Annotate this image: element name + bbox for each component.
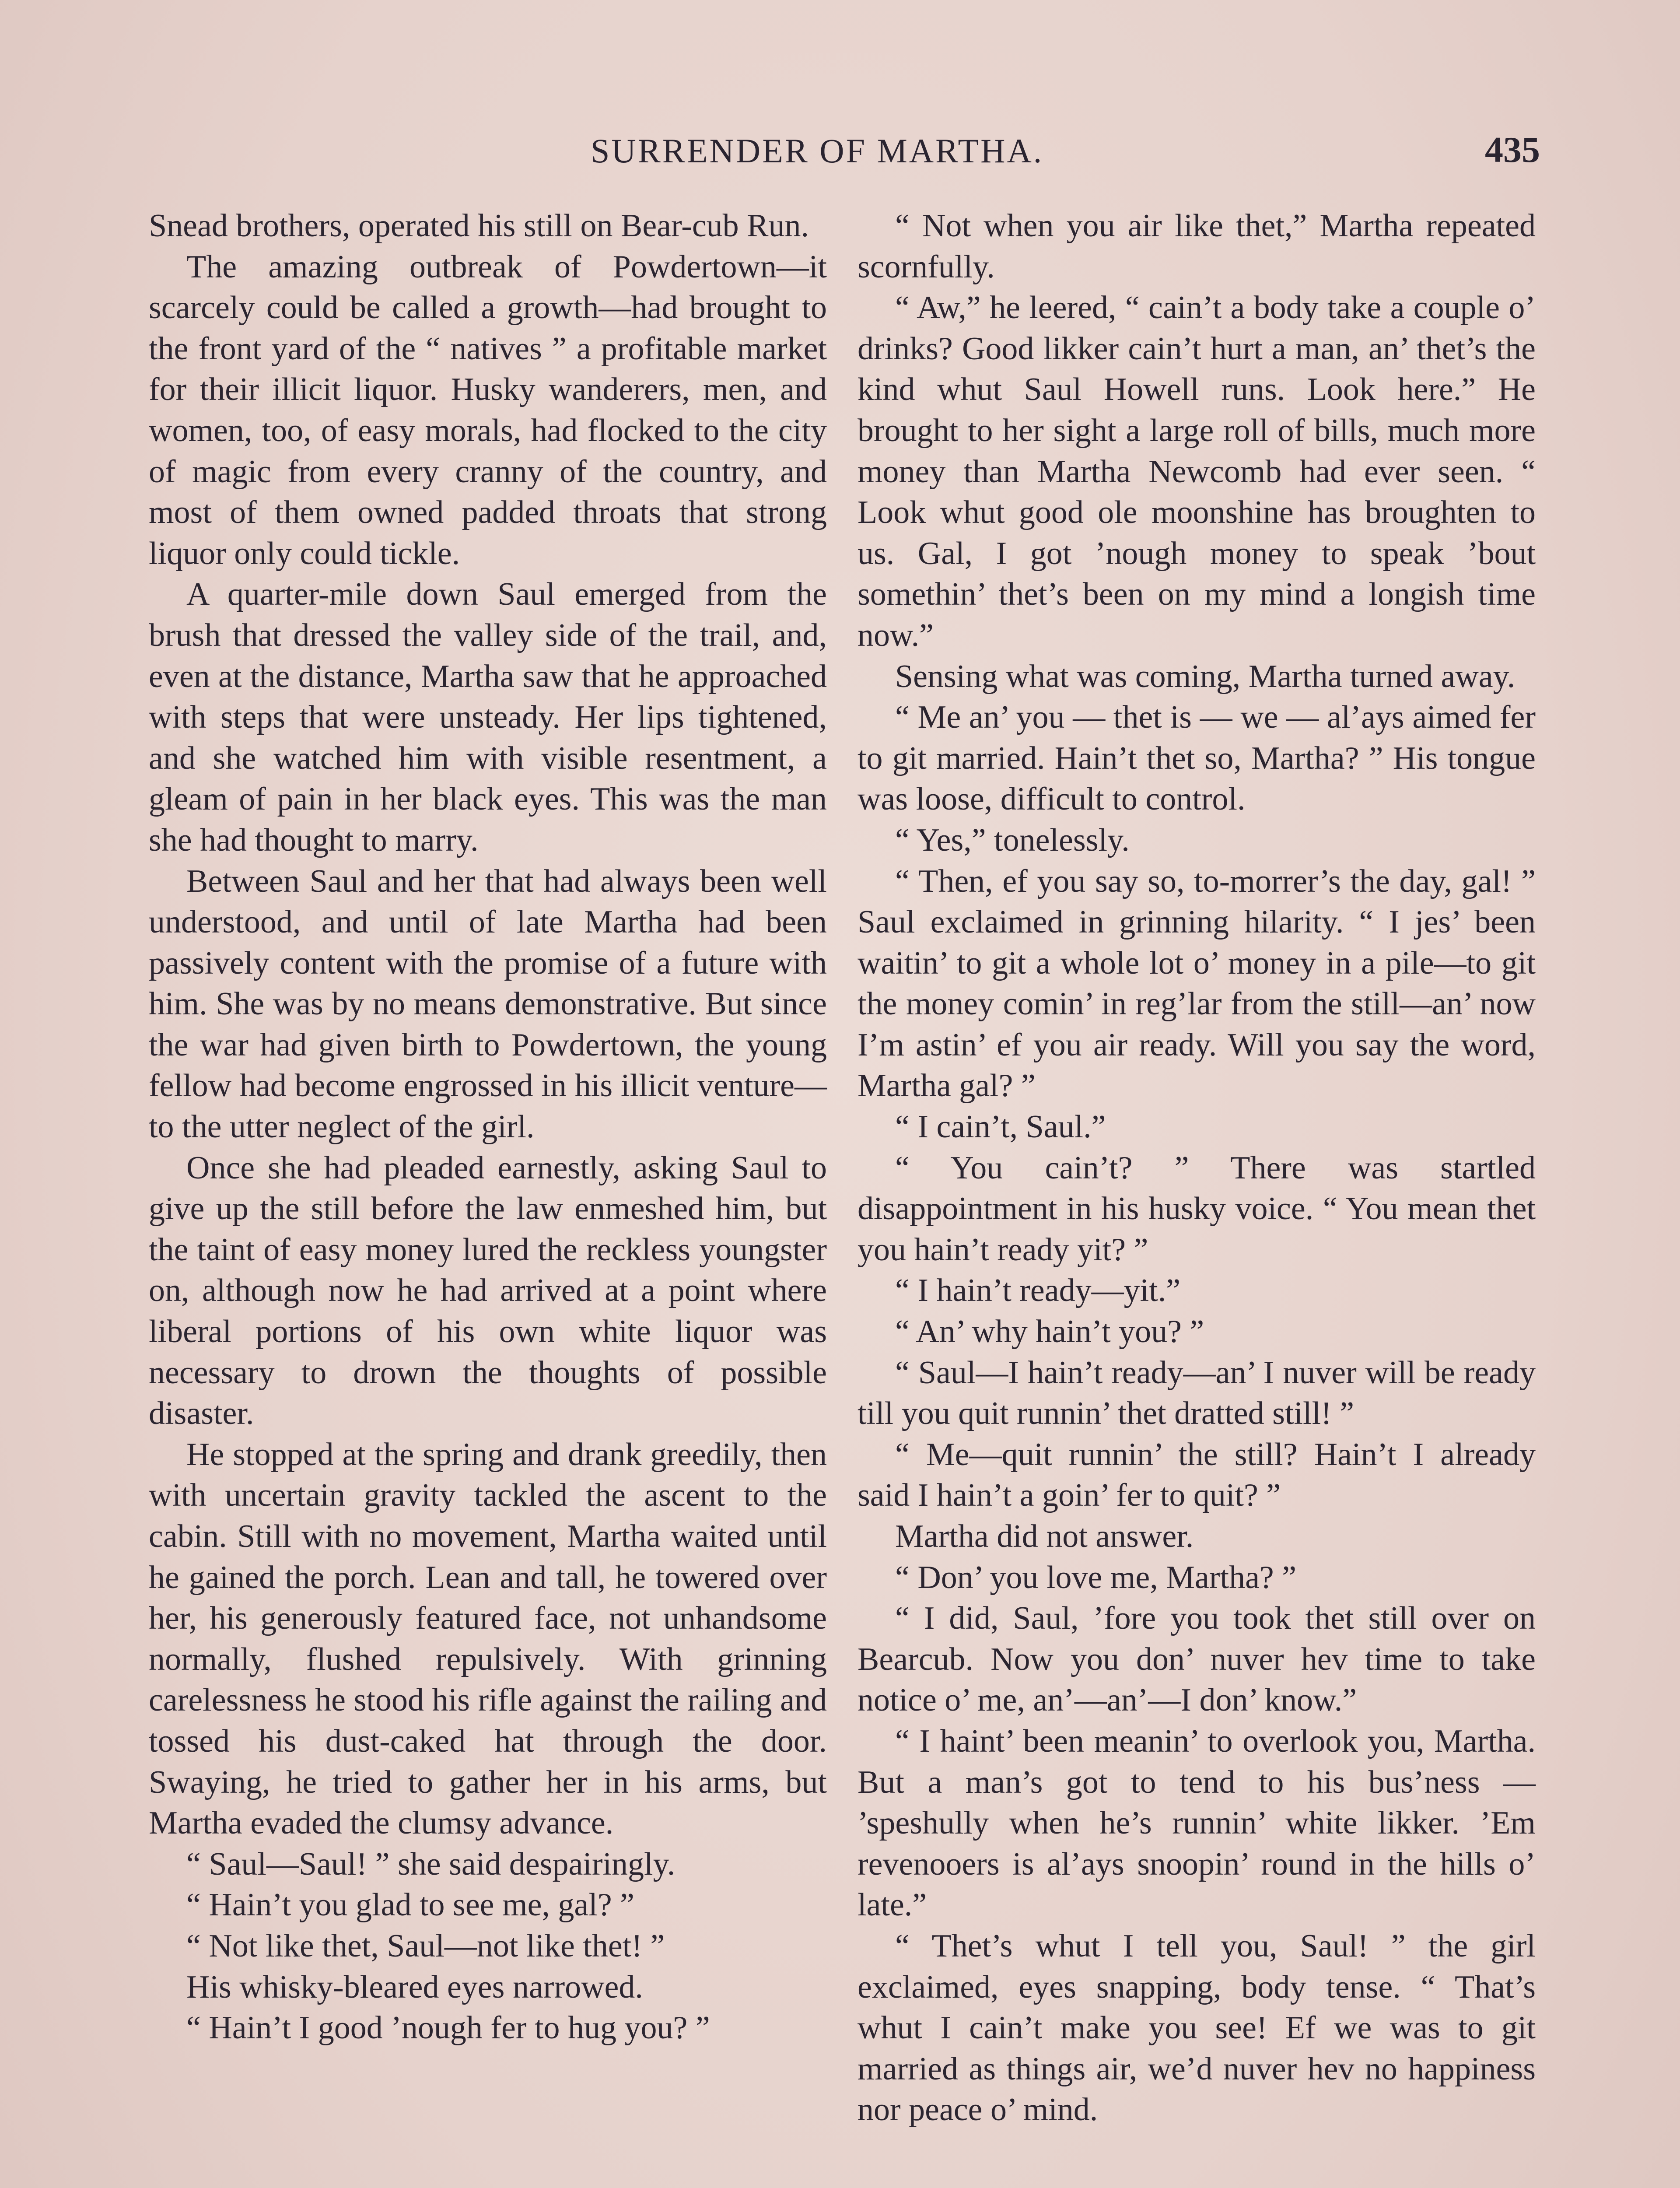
paragraph: He stopped at the spring and drank greedily, then with uncertain gravity tackled the ascent to the cabin. Still with no movement, Martha waited until he gained the porch. Lean and tall, he towered over her, his generously featured face, not unhandsome normally, flushed repulsively. With grinning carelessness he stood his rifle against the railing and tossed his dust-caked hat through the door. Swaying, he tried to gather her in his arms, but Martha evaded the clumsy advance. [149,1436,827,1841]
paragraph: “ Thet’s whut I tell you, Saul! ” the girl exclaimed, eyes snapping, body tense. “ That’s whut I cain’t make you see! Ef we was to git married as things air, we’d nuver hev no happiness nor peace o’ mind. [858,1928,1536,2128]
paragraph: “ You cain’t? ” There was startled disappointment in his husky voice. “ You mean thet you hain’t ready yit? ” [858,1150,1536,1268]
paragraph: Between Saul and her that had always been well understood, and until of late Martha had been passively content with the promise of a future with him. She was by no means demonstrative. But since the war had given birth to Powdertown, the young fellow had become engrossed in his illicit venture—to the utter neglect of the girl. [149,863,827,1145]
paragraph: “ Hain’t you glad to see me, gal? ” [186,1887,635,1923]
running-title: SURRENDER OF MARTHA. [591,132,1044,170]
paragraph: “ I haint’ been meanin’ to overlook you, Martha. But a man’s got to tend to his bus’ness — ’speshully when he’s runnin’ white likker. ’Em revenooers is al’ays snoopin’ round in the hills o’ late.” [858,1723,1536,1923]
paragraph: His whisky-bleared eyes narrowed. [186,1969,643,2005]
paragraph: Martha did not answer. [895,1518,1194,1554]
page-number: 435 [1485,130,1540,170]
paragraph: “ Yes,” tonelessly. [895,822,1130,858]
paragraph: “ An’ why hain’t you? ” [895,1314,1204,1350]
paragraph: A quarter-mile down Saul emerged from the brush that dressed the valley side of the trail, and, even at the distance, Martha saw that he approached with steps that were unsteady. Her lips tightened, and she watched him with visible resentment, a gleam of pain in her black eyes. This was the man she had thought to marry. [149,576,827,858]
page-header [144,131,1540,179]
paragraph: “ Me an’ you — thet is — we — al’ays aimed fer to git married. Hain’t thet so, Martha? ” His tongue was loose, difficult to control. [858,699,1536,817]
paragraph: “ Not like thet, Saul—not like thet! ” [186,1928,665,1964]
paragraph: Sensing what was coming, Martha turned away. [895,658,1516,694]
paragraph: “ I hain’t ready—yit.” [895,1273,1181,1309]
paragraph: “ Not when you air like thet,” Martha repeated scornfully. [858,208,1536,285]
paragraph: “ Me—quit runnin’ the still? Hain’t I already said I hain’t a goin’ fer to quit? ” [858,1436,1536,1514]
right-text-column [858,206,1536,2131]
paragraph: The amazing outbreak of Powdertown—it scarcely could be called a growth—had brought to the front yard of the “ natives ” a profitable market for their illicit liquor. Husky wanderers, men, and women, too, of easy morals, had flocked to the city of magic from every cranny of the country, and most of them owned padded throats that strong liquor only could tickle. [149,249,827,572]
paragraph: “ I did, Saul, ’fore you took thet still over on Bearcub. Now you don’ nuver hev time to take notice o’ me, an’—an’—I don’ know.” [858,1600,1536,1718]
paragraph: “ Saul—Saul! ” she said despairingly. [186,1846,676,1882]
paragraph: Once she had pleaded earnestly, asking Saul to give up the still before the law enmeshed him, but the taint of easy money lured the reckless youngster on, although now he had arrived at a point where liberal portions of his own white liquor was necessary to drown the thoughts of possible disaster. [149,1150,827,1432]
paragraph: “ Saul—I hain’t ready—an’ I nuver will be ready till you quit runnin’ thet dratted still! ” [858,1354,1536,1432]
paragraph: “ Aw,” he leered, “ cain’t a body take a couple o’ drinks? Good likker cain’t hurt a man, an’ thet’s the kind whut Saul Howell runs. Look here.” He brought to her sight a large roll of bills, much more money than Martha Newcomb had ever seen. “ Look whut good ole moonshine has broughten to us. Gal, I got ’nough money to speak ’bout somethin’ thet’s been on my mind a longish time now.” [858,290,1536,653]
paragraph: “ Then, ef you say so, to-morrer’s the day, gal! ” Saul exclaimed in grinning hilarity. “ I jes’ been waitin’ to git a whole lot o’ money in a pile—to git the money comin’ in reg’lar from the still—an’ now I’m astin’ ef you air ready. Will you say the word, Martha gal? ” [858,863,1536,1104]
paragraph: Snead brothers, operated his still on Bear-cub Run. [149,208,809,244]
left-text-column [149,206,827,2049]
paragraph: “ Don’ you love me, Martha? ” [895,1559,1297,1595]
paragraph: “ Hain’t I good ’nough fer to hug you? ” [186,2010,710,2046]
paragraph: “ I cain’t, Saul.” [895,1109,1106,1145]
